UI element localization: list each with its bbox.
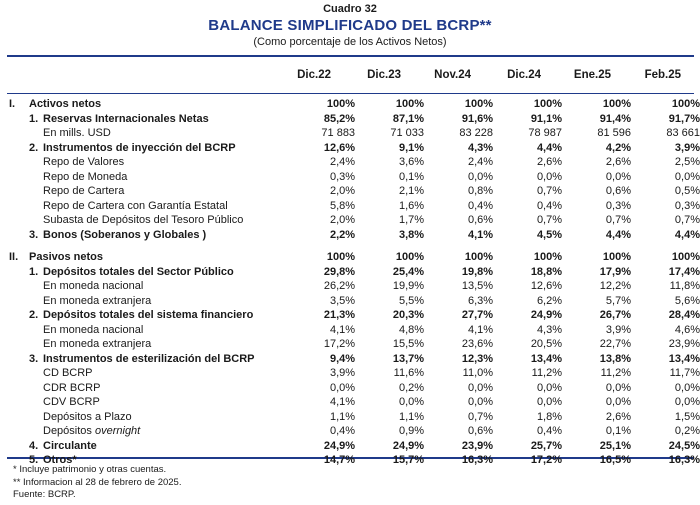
cell-dic-22: 26,2% xyxy=(323,280,356,292)
table-row xyxy=(9,112,700,127)
cell-feb-25: 24,5% xyxy=(668,439,700,452)
cell-dic-23: 0,2% xyxy=(398,381,425,394)
cell-dic-23: 24,9% xyxy=(392,439,425,452)
cell-nov-24: 12,3% xyxy=(461,352,494,365)
cell-dic-23: 25,4% xyxy=(392,265,425,278)
table-row xyxy=(9,424,700,439)
table-row xyxy=(9,199,700,214)
cell-dic-22: 0,0% xyxy=(329,381,356,394)
cell-dic-23: 19,9% xyxy=(392,280,425,292)
table-row xyxy=(9,410,700,425)
cell-dic-24: 91,1% xyxy=(530,112,563,125)
cell-ene-25: 0,3% xyxy=(605,199,631,212)
row-label xyxy=(9,366,302,381)
table-row xyxy=(9,97,700,112)
row-number: 3. xyxy=(29,352,39,365)
cell-dic-22: 1,1% xyxy=(329,410,356,423)
cell-nov-24: 0,6% xyxy=(467,425,494,437)
footnote-2: ** Informacion al 28 de febrero de 2025. xyxy=(13,476,182,488)
cell-ene-25: 25,1% xyxy=(599,439,631,452)
cell-feb-25: 1,5% xyxy=(674,410,700,423)
cell-dic-22: 29,8% xyxy=(323,265,356,278)
row-label-text: Depósitos totales del Sector Público xyxy=(43,265,234,278)
cell-ene-25: 0,7% xyxy=(605,214,631,226)
cell-feb-25: 0,3% xyxy=(674,199,700,212)
cell-dic-22: 9,4% xyxy=(329,352,356,365)
cell-dic-23: 13,7% xyxy=(392,352,425,365)
cell-ene-25: 4,4% xyxy=(605,228,631,241)
cell-dic-22: 5,8% xyxy=(329,199,356,212)
row-label xyxy=(9,294,302,309)
cell-dic-23: 100% xyxy=(395,251,425,263)
row-number: 4. xyxy=(29,439,39,452)
table-title: BALANCE SIMPLIFICADO DEL BCRP** xyxy=(208,17,492,34)
cell-dic-24: 0,0% xyxy=(536,170,563,183)
cell-nov-24: 100% xyxy=(464,251,494,263)
cell-dic-24: 13,4% xyxy=(530,352,563,365)
row-label-text: Repo de Valores xyxy=(43,156,125,168)
cell-dic-24: 2,6% xyxy=(536,156,563,168)
table-row xyxy=(9,265,700,280)
footnote-1: * Incluye patrimonio y otras cuentas. xyxy=(13,464,167,475)
row-number: 2. xyxy=(29,309,39,321)
cell-feb-25: 0,2% xyxy=(674,425,700,437)
cell-dic-24: 6,2% xyxy=(536,294,563,307)
row-label-text: En moneda nacional xyxy=(43,323,144,336)
cell-dic-22: 85,2% xyxy=(323,112,356,125)
row-number: 1. xyxy=(29,112,39,125)
cell-ene-25: 16,5% xyxy=(599,454,631,466)
table-row xyxy=(9,213,700,228)
cell-dic-22: 71 883 xyxy=(321,127,356,139)
cell-dic-22: 2,4% xyxy=(329,156,356,168)
row-label xyxy=(9,170,302,185)
table-row xyxy=(9,337,700,352)
row-label-text: Reservas Internacionales Netas xyxy=(43,112,209,125)
spacer-row xyxy=(9,242,700,250)
cell-dic-23: 0,0% xyxy=(398,396,425,408)
cell-dic-22: 0,3% xyxy=(329,170,356,183)
cell-feb-25: 11,8% xyxy=(669,280,700,292)
row-number: 2. xyxy=(29,141,39,154)
row-label-text: Instrumentos de inyección del BCRP xyxy=(43,141,236,154)
cell-nov-24: 23,9% xyxy=(461,439,494,452)
cell-dic-22: 100% xyxy=(326,98,356,110)
cell-nov-24: 0,0% xyxy=(467,381,494,394)
cell-dic-24: 100% xyxy=(533,98,563,110)
table-row xyxy=(9,308,700,323)
row-label xyxy=(9,323,302,338)
cell-dic-24: 17,2% xyxy=(530,454,563,466)
cell-nov-24: 11,0% xyxy=(462,367,494,379)
cell-dic-23: 1,6% xyxy=(398,199,425,212)
cell-dic-22: 4,1% xyxy=(329,396,356,408)
cell-feb-25: 0,7% xyxy=(674,214,700,226)
cell-dic-23: 20,3% xyxy=(392,309,425,321)
row-label-text: En moneda extranjera xyxy=(43,294,152,307)
table-row xyxy=(9,141,700,156)
cell-dic-23: 0,9% xyxy=(398,425,425,437)
cell-nov-24: 4,1% xyxy=(467,323,494,336)
cell-dic-22: 100% xyxy=(326,251,356,263)
row-label-text: Depósitos a Plazo xyxy=(43,410,132,423)
cell-dic-23: 71 033 xyxy=(390,127,425,139)
cell-feb-25: 0,0% xyxy=(674,170,700,183)
cell-nov-24: 0,0% xyxy=(467,396,494,408)
source-note: Fuente: BCRP. xyxy=(13,489,76,500)
cell-dic-22: 2,0% xyxy=(329,185,356,197)
cell-feb-25: 83 661 xyxy=(666,127,700,139)
row-label xyxy=(9,250,302,265)
cell-dic-22: 12,6% xyxy=(323,141,356,154)
cell-feb-25: 28,4% xyxy=(668,309,700,321)
cell-dic-22: 21,3% xyxy=(323,309,356,321)
cell-dic-23: 3,6% xyxy=(398,156,425,168)
cell-dic-24: 0,7% xyxy=(536,214,563,226)
cell-dic-23: 15,5% xyxy=(392,338,425,350)
row-label xyxy=(9,352,302,367)
cell-dic-24: 20,5% xyxy=(530,338,563,350)
cell-nov-24: 2,4% xyxy=(467,156,494,168)
cell-dic-23: 1,1% xyxy=(398,410,425,423)
row-label xyxy=(9,337,302,352)
row-label xyxy=(9,155,302,170)
cell-ene-25: 91,4% xyxy=(599,112,631,125)
cell-nov-24: 0,7% xyxy=(467,410,494,423)
row-label-text: Subasta de Depósitos del Tesoro Público xyxy=(43,214,244,226)
column-header: Nov.24 xyxy=(434,69,471,81)
cell-nov-24: 6,3% xyxy=(467,294,494,307)
cell-nov-24: 0,0% xyxy=(467,170,494,183)
cell-dic-24: 4,4% xyxy=(536,141,563,154)
table-row xyxy=(9,366,700,381)
cell-ene-25: 0,0% xyxy=(605,381,631,394)
cell-feb-25: 16,3% xyxy=(668,454,700,466)
balance-table xyxy=(9,97,700,468)
column-header: Dic.23 xyxy=(367,69,401,81)
cell-dic-24: 4,3% xyxy=(536,323,563,336)
cell-ene-25: 0,6% xyxy=(605,185,631,197)
table-row xyxy=(9,279,700,294)
cell-ene-25: 4,2% xyxy=(605,141,631,154)
cell-dic-24: 0,7% xyxy=(536,185,563,197)
cell-feb-25: 0,0% xyxy=(674,381,700,394)
cell-dic-24: 0,4% xyxy=(536,199,563,212)
row-label-text: CD BCRP xyxy=(43,367,93,379)
row-label-text: En moneda nacional xyxy=(43,280,144,292)
cell-nov-24: 91,6% xyxy=(461,112,494,125)
cell-feb-25: 100% xyxy=(671,251,700,263)
cell-nov-24: 83 228 xyxy=(459,127,494,139)
row-label-text: En mills. USD xyxy=(43,127,111,139)
cell-dic-23: 11,6% xyxy=(393,367,425,379)
cell-dic-23: 5,5% xyxy=(398,294,425,307)
column-header: Dic.22 xyxy=(297,69,331,81)
cell-feb-25: 3,9% xyxy=(674,141,700,154)
top-rule xyxy=(7,55,694,57)
row-label xyxy=(9,228,302,243)
cell-dic-24: 0,4% xyxy=(536,425,563,437)
cell-ene-25: 13,8% xyxy=(599,352,631,365)
cell-nov-24: 0,6% xyxy=(467,214,494,226)
table-row xyxy=(9,439,700,454)
cell-dic-22: 14,7% xyxy=(323,454,356,466)
cell-nov-24: 0,8% xyxy=(467,185,494,197)
row-label xyxy=(9,381,302,396)
row-label-text: Repo de Moneda xyxy=(43,170,128,183)
cell-dic-22: 17,2% xyxy=(323,338,356,350)
cell-ene-25: 0,0% xyxy=(605,170,631,183)
column-header: Ene.25 xyxy=(573,69,611,81)
row-label xyxy=(9,395,302,410)
cell-feb-25: 4,6% xyxy=(674,323,700,336)
row-label-text: CDV BCRP xyxy=(43,396,100,408)
table-row xyxy=(9,126,700,141)
row-label xyxy=(9,112,302,127)
table-row xyxy=(9,352,700,367)
row-label-text: Repo de Cartera con Garantía Estatal xyxy=(43,199,228,212)
table-row xyxy=(9,250,700,265)
cell-ene-25: 100% xyxy=(602,251,631,263)
cell-dic-22: 24,9% xyxy=(323,439,356,452)
cell-ene-25: 17,9% xyxy=(599,265,631,278)
row-label xyxy=(9,97,302,112)
cell-dic-22: 4,1% xyxy=(329,323,356,336)
row-number: 1. xyxy=(29,265,39,278)
cell-dic-23: 15,7% xyxy=(392,454,425,466)
cell-feb-25: 13,4% xyxy=(668,352,700,365)
cell-ene-25: 0,0% xyxy=(605,396,631,408)
cell-dic-22: 2,0% xyxy=(329,214,356,226)
header-rule xyxy=(7,93,694,94)
cell-ene-25: 2,6% xyxy=(605,410,631,423)
cell-dic-22: 2,2% xyxy=(329,228,356,241)
cell-feb-25: 100% xyxy=(671,98,700,110)
cell-dic-24: 0,0% xyxy=(536,396,563,408)
row-label-text: Bonos (Soberanos y Globales ) xyxy=(43,228,207,241)
cell-dic-24: 100% xyxy=(533,251,563,263)
row-number: II. xyxy=(9,251,19,263)
table-row xyxy=(9,323,700,338)
cell-dic-23: 0,1% xyxy=(398,170,425,183)
cell-feb-25: 4,4% xyxy=(674,228,700,241)
footnotes xyxy=(13,464,181,502)
cell-feb-25: 5,6% xyxy=(674,294,700,307)
cell-nov-24: 13,5% xyxy=(461,280,494,292)
row-label xyxy=(9,213,302,228)
column-header: Feb.25 xyxy=(644,69,681,81)
row-label-text: Instrumentos de esterilización del BCRP xyxy=(43,352,255,365)
row-label xyxy=(9,126,302,141)
cell-dic-24: 18,8% xyxy=(530,265,563,278)
cell-dic-24: 0,0% xyxy=(536,381,563,394)
table-row xyxy=(9,228,700,243)
row-label-text: Pasivos netos xyxy=(29,251,103,263)
cell-dic-24: 11,2% xyxy=(531,367,563,379)
row-label xyxy=(9,439,302,454)
cell-dic-23: 1,7% xyxy=(398,214,425,226)
row-label-text: Depósitos totales del sistema financiero xyxy=(43,309,254,321)
table-kicker: Cuadro 32 xyxy=(323,3,377,15)
row-label xyxy=(9,199,302,214)
cell-dic-24: 78 987 xyxy=(528,127,563,139)
row-label xyxy=(9,279,302,294)
cell-dic-22: 3,5% xyxy=(329,294,356,307)
cell-dic-24: 12,6% xyxy=(530,280,563,292)
cell-nov-24: 16,3% xyxy=(461,454,494,466)
row-label-text: CDR BCRP xyxy=(43,381,101,394)
cell-ene-25: 81 596 xyxy=(597,127,631,139)
cell-dic-23: 9,1% xyxy=(398,141,425,154)
cell-dic-24: 4,5% xyxy=(536,228,563,241)
cell-ene-25: 2,6% xyxy=(605,156,631,168)
cell-ene-25: 5,7% xyxy=(605,294,631,307)
cell-ene-25: 0,1% xyxy=(605,425,631,437)
cell-dic-23: 87,1% xyxy=(392,112,425,125)
cell-feb-25: 23,9% xyxy=(668,338,700,350)
table-row xyxy=(9,381,700,396)
cell-nov-24: 19,8% xyxy=(461,265,494,278)
cell-ene-25: 100% xyxy=(602,98,631,110)
cell-feb-25: 0,5% xyxy=(674,185,700,197)
cell-dic-22: 0,4% xyxy=(329,425,356,437)
row-label-text: Activos netos xyxy=(29,98,102,110)
cell-feb-25: 0,0% xyxy=(674,396,700,408)
cell-feb-25: 17,4% xyxy=(668,265,700,278)
table-row xyxy=(9,294,700,309)
cell-dic-24: 25,7% xyxy=(530,439,563,452)
cell-nov-24: 4,1% xyxy=(467,228,494,241)
row-label xyxy=(9,424,302,439)
cell-nov-24: 27,7% xyxy=(461,309,494,321)
row-label xyxy=(9,410,302,425)
row-label-text: Repo de Cartera xyxy=(43,185,125,197)
cell-dic-23: 2,1% xyxy=(398,185,425,197)
cell-ene-25: 11,2% xyxy=(600,367,631,379)
cell-dic-22: 3,9% xyxy=(329,367,356,379)
row-number: 5. xyxy=(29,454,39,466)
row-number: 3. xyxy=(29,228,39,241)
cell-nov-24: 23,6% xyxy=(461,338,494,350)
row-label xyxy=(9,265,302,280)
cell-dic-24: 1,8% xyxy=(536,410,563,423)
table-row xyxy=(9,170,700,185)
row-label-text: Depósitos overnight xyxy=(43,425,141,437)
column-header: Dic.24 xyxy=(507,69,541,81)
cell-feb-25: 2,5% xyxy=(674,156,700,168)
row-label xyxy=(9,308,302,323)
cell-nov-24: 100% xyxy=(464,98,494,110)
row-label xyxy=(9,184,302,199)
row-label-text: Circulante xyxy=(43,439,97,452)
cell-nov-24: 4,3% xyxy=(467,141,494,154)
cell-ene-25: 12,2% xyxy=(599,280,631,292)
cell-dic-23: 100% xyxy=(395,98,425,110)
table-subtitle: (Como porcentaje de los Activos Netos) xyxy=(253,36,447,48)
cell-ene-25: 3,9% xyxy=(605,323,631,336)
row-label-text: Otros* xyxy=(43,454,77,466)
cell-feb-25: 11,7% xyxy=(669,367,700,379)
cell-dic-24: 24,9% xyxy=(530,309,563,321)
table-row xyxy=(9,395,700,410)
table-row xyxy=(9,155,700,170)
cell-dic-23: 4,8% xyxy=(398,323,425,336)
cell-dic-23: 3,8% xyxy=(398,228,425,241)
row-number: I. xyxy=(9,98,16,110)
cell-nov-24: 0,4% xyxy=(467,199,494,212)
table-row xyxy=(9,184,700,199)
cell-ene-25: 26,7% xyxy=(599,309,631,321)
row-label-text: En moneda extranjera xyxy=(43,338,152,350)
cell-ene-25: 22,7% xyxy=(599,338,631,350)
row-label xyxy=(9,141,302,156)
cell-feb-25: 91,7% xyxy=(668,112,700,125)
